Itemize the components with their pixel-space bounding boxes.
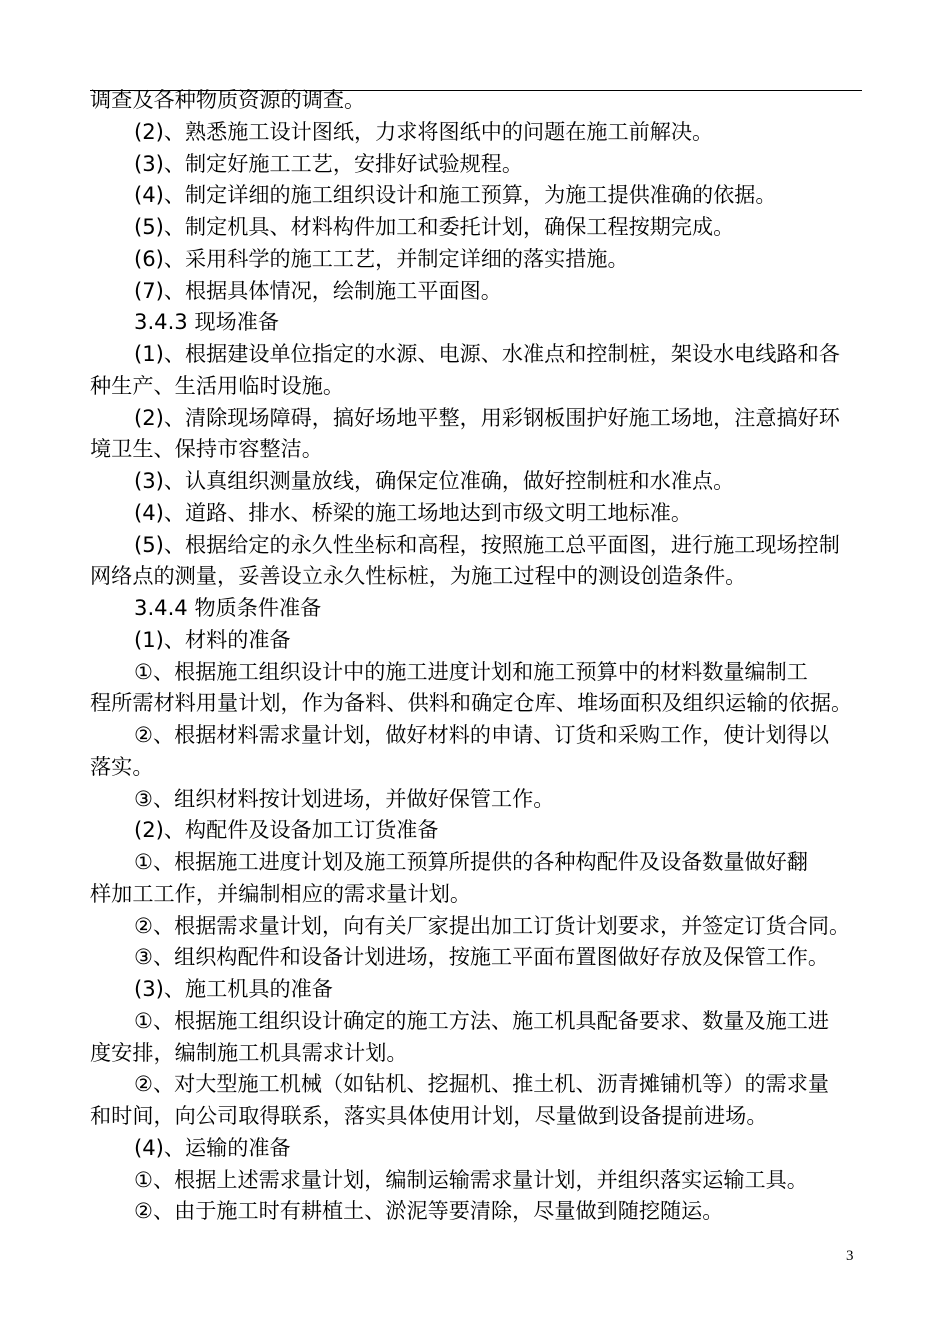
text-line: (3)、制定好施工工艺，安排好试验规程。 <box>134 150 524 176</box>
text-line: 境卫生、保持市容整洁。 <box>90 436 323 462</box>
text-line: (2)、构配件及设备加工订货准备 <box>134 817 439 843</box>
text-line: ③、组织材料按计划进场，并做好保管工作。 <box>134 785 555 811</box>
text-line: (5)、制定机具、材料构件加工和委托计划，确保工程按期完成。 <box>134 214 735 239</box>
text-line: (3)、认真组织测量放线，确保定位准确，做好控制桩和水准点。 <box>134 468 735 493</box>
text-line: 落实。 <box>90 753 154 779</box>
text-line: ②、根据材料需求量计划，做好材料的申请、订货和采购工作，使计划得以 <box>134 722 829 747</box>
text-line: ①、根据上述需求量计划，编制运输需求量计划，并组织落实运输工具。 <box>134 1166 808 1192</box>
page-number: 3 <box>846 1248 854 1264</box>
text-line: ③、组织构配件和设备计划进场，按施工平面布置图做好存放及保管工作。 <box>134 944 829 970</box>
text-line: (2)、清除现场障碍，搞好场地平整，用彩钢板围护好施工场地，注意搞好环 <box>134 404 840 430</box>
text-line: ②、对大型施工机械（如钻机、挖掘机、推土机、沥青摊铺机等）的需求量 <box>134 1071 829 1097</box>
text-line: 样加工工作，并编制相应的需求量计划。 <box>90 880 472 906</box>
text-line: (3)、施工机具的准备 <box>134 976 333 1001</box>
text-line: 调查及各种物质资源的调查。 <box>90 87 366 112</box>
text-line: 度安排，编制施工机具需求计划。 <box>90 1039 408 1065</box>
text-line: (7)、根据具体情况，绘制施工平面图。 <box>134 277 502 303</box>
text-line: 网络点的测量，妥善设立永久性标桩，为施工过程中的测设创造条件。 <box>90 563 747 589</box>
body-text <box>90 84 890 1227</box>
text-line: 3.4.3 现场准备 <box>134 309 279 335</box>
text-line: (2)、熟悉施工设计图纸，力求将图纸中的问题在施工前解决。 <box>134 118 714 144</box>
text-line: ①、根据施工进度计划及施工预算所提供的各种构配件及设备数量做好翻 <box>134 849 808 874</box>
text-line: ①、根据施工组织设计中的施工进度计划和施工预算中的材料数量编制工 <box>134 658 808 684</box>
text-line: (1)、根据建设单位指定的水源、电源、水准点和控制桩，架设水电线路和各 <box>134 341 840 366</box>
text-line: 种生产、生活用临时设施。 <box>90 372 345 398</box>
text-line: 3.4.4 物质条件准备 <box>134 595 322 620</box>
text-line: ②、根据需求量计划，向有关厂家提出加工订货计划要求，并签定订货合同。 <box>134 912 851 938</box>
text-line: ②、由于施工时有耕植土、淤泥等要清除，尽量做到随挖随运。 <box>134 1198 724 1224</box>
text-line: (5)、根据给定的永久性坐标和高程，按照施工总平面图，进行施工现场控制 <box>134 531 840 557</box>
text-line: (6)、采用科学的施工工艺，并制定详细的落实措施。 <box>134 245 629 271</box>
text-line: (1)、材料的准备 <box>134 626 291 652</box>
text-line: 程所需材料用量计划，作为备料、供料和确定仓库、堆场面积及组织运输的依据。 <box>90 690 853 716</box>
text-line: (4)、制定详细的施工组织设计和施工预算，为施工提供准确的依据。 <box>134 182 777 208</box>
text-line: (4)、运输的准备 <box>134 1134 291 1160</box>
text-line: ①、根据施工组织设计确定的施工方法、施工机具配备要求、数量及施工进 <box>134 1007 829 1033</box>
text-line: (4)、道路、排水、桥梁的施工场地达到市级文明工地标准。 <box>134 499 693 525</box>
text-line: 和时间，向公司取得联系，落实具体使用计划，尽量做到设备提前进场。 <box>90 1103 768 1128</box>
